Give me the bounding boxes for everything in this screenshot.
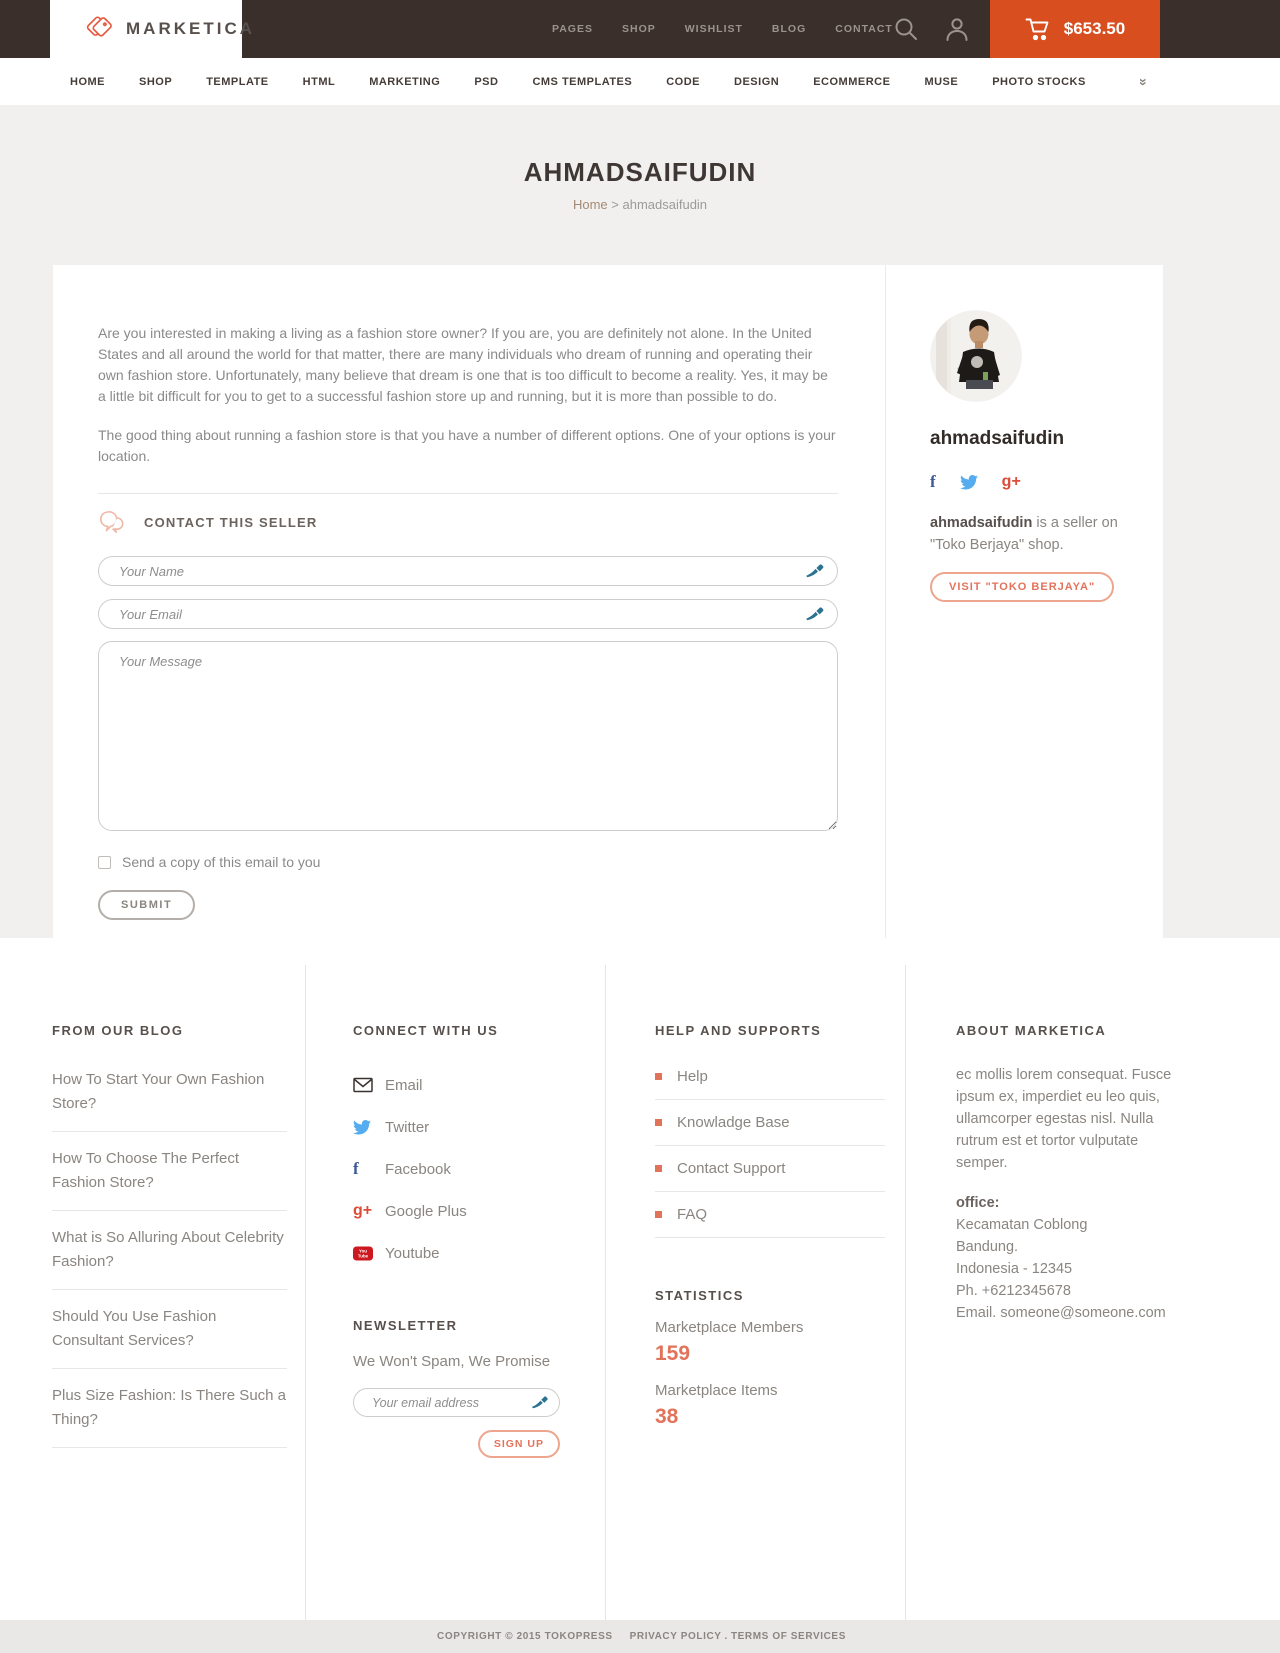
blog-list-item	[52, 1290, 287, 1369]
blog-heading: FROM OUR BLOG	[52, 1023, 184, 1038]
top-nav-blog[interactable]: BLOG	[771, 23, 807, 35]
top-nav-wishlist[interactable]: WISHLIST	[684, 23, 743, 35]
user-account-icon[interactable]	[944, 16, 970, 47]
cart-icon	[1025, 17, 1052, 42]
nav-item-ecommerce[interactable]: ECOMMERCE	[813, 75, 891, 88]
statistics-heading: STATISTICS	[655, 1288, 744, 1303]
square-bullet-icon	[655, 1211, 662, 1218]
pen-icon	[532, 1396, 548, 1414]
nav-item-design[interactable]: DESIGN	[734, 75, 780, 88]
footer	[0, 965, 1280, 1620]
top-nav-pages[interactable]: PAGES	[552, 23, 593, 35]
newsletter-tagline: We Won't Spam, We Promise	[353, 1353, 551, 1370]
pen-icon	[806, 607, 824, 626]
newsletter-heading: NEWSLETTER	[353, 1318, 458, 1333]
message-textarea[interactable]	[98, 641, 838, 831]
nav-item-shop[interactable]: SHOP	[139, 75, 173, 88]
stat-value: 159	[655, 1342, 691, 1365]
footer-blog-column	[0, 965, 305, 1620]
help-item-contact-support[interactable]: Contact Support	[655, 1146, 885, 1192]
connect-item-email[interactable]: Email	[353, 1064, 585, 1106]
blog-link[interactable]: Should You Use Fashion Consultant Services?	[52, 1308, 217, 1349]
blog-link[interactable]: What is So Alluring About Celebrity Fashion?	[52, 1229, 284, 1270]
terms-link[interactable]: TERMS OF SERVICES	[730, 1631, 846, 1642]
section-divider	[98, 493, 838, 494]
signup-button[interactable]: SIGN UP	[478, 1430, 560, 1458]
blog-link[interactable]: How To Start Your Own Fashion Store?	[52, 1071, 265, 1112]
name-input[interactable]	[98, 556, 838, 586]
cart-button[interactable]	[990, 0, 1160, 58]
main-nav	[0, 58, 1280, 105]
card-vertical-divider	[885, 265, 886, 938]
chevron-down-double-icon[interactable]: »	[1136, 77, 1153, 86]
top-nav-contact[interactable]: CONTACT	[835, 23, 893, 35]
pen-icon	[806, 564, 824, 583]
seller-sidebar	[930, 310, 1140, 602]
breadcrumb	[0, 197, 1280, 212]
top-nav-shop[interactable]: SHOP	[621, 23, 656, 35]
nav-item-code[interactable]: CODE	[666, 75, 701, 88]
about-text: ec mollis lorem consequat. Fusce ipsum ex, imperdiet eu leo quis, ullamcorper egestas nisl. Nulla rutrum est et tortor vulputate semper.	[956, 1067, 1172, 1171]
nav-item-template[interactable]: TEMPLATE	[206, 75, 269, 88]
content-card	[53, 265, 1163, 938]
breadcrumb-separator: >	[611, 197, 619, 212]
title-block	[0, 105, 1280, 265]
office-address-line: Indonesia - 12345	[956, 1261, 1073, 1277]
twitter-icon	[353, 1120, 385, 1135]
office-address-line: Kecamatan Coblong	[956, 1217, 1088, 1233]
facebook-icon[interactable]: f	[930, 472, 936, 491]
youtube-icon	[353, 1246, 385, 1261]
nav-item-psd[interactable]: PSD	[474, 75, 499, 88]
stat-label: Marketplace Members	[655, 1319, 804, 1336]
seller-description-rest: is a seller on "Toko Berjaya" shop.	[930, 515, 1118, 553]
connect-heading: CONNECT WITH US	[353, 1023, 499, 1038]
blog-list-item	[52, 1132, 287, 1211]
facebook-icon: f	[353, 1159, 359, 1178]
tag-logo-icon	[84, 14, 114, 44]
breadcrumb-home-link[interactable]: Home	[572, 197, 608, 212]
stat-value: 38	[655, 1405, 679, 1428]
copyright-text: COPYRIGHT © 2015 TOKOPRESS	[437, 1631, 613, 1642]
seller-avatar	[930, 310, 1022, 402]
connect-item-twitter[interactable]: Twitter	[353, 1106, 585, 1148]
seller-description-column	[98, 323, 838, 920]
connect-item-google-plus[interactable]: g+ Google Plus	[353, 1202, 467, 1220]
square-bullet-icon	[655, 1165, 662, 1172]
help-item-knowledge-base[interactable]: Knowladge Base	[655, 1100, 885, 1146]
newsletter-email-input[interactable]	[353, 1388, 560, 1417]
intro-paragraph-2: The good thing about running a fashion store is that you have a number of different options. One of your options is your location.	[98, 427, 836, 464]
square-bullet-icon	[655, 1119, 662, 1126]
google-plus-icon[interactable]: g+	[1001, 473, 1021, 490]
page-title: AHMADSAIFUDIN	[523, 157, 757, 187]
logo[interactable]	[50, 0, 255, 58]
contact-seller-heading: CONTACT THIS SELLER	[144, 514, 318, 530]
bottom-bar	[0, 1620, 1280, 1653]
nav-item-html[interactable]: HTML	[302, 75, 336, 88]
top-header	[0, 0, 1280, 58]
cart-total: $653.50	[1063, 19, 1126, 38]
intro-paragraph-1: Are you interested in making a living as a fashion store owner? If you are, you are definitely not alone. In the United States and all around the world for that matter, there are many individuals who dream of running and operating their own fashion store. Unfortunately, many believe that dream is one that is too difficult to become a reality. Yes, it may be a little bit difficult for you to get to a successful fashion store up and running, but it is more than possible to do.	[98, 325, 828, 404]
newsletter-section	[353, 1318, 585, 1458]
footer-help-column	[605, 965, 905, 1620]
about-heading: ABOUT MARKETICA	[956, 1023, 1107, 1038]
help-heading: HELP AND SUPPORTS	[655, 1023, 822, 1038]
blog-link[interactable]: How To Choose The Perfect Fashion Store?	[52, 1150, 240, 1191]
email-icon	[353, 1077, 385, 1093]
page-background	[0, 105, 1280, 938]
logo-text: MARKETICA	[126, 19, 255, 38]
privacy-policy-link[interactable]: PRIVACY POLICY	[629, 1631, 722, 1642]
footer-about-column	[905, 965, 1280, 1620]
connect-item-youtube[interactable]: You Tube Youtube	[353, 1232, 585, 1274]
footer-connect-column	[305, 965, 605, 1620]
google-plus-icon: g+	[353, 1202, 373, 1219]
seller-name: ahmadsaifudin	[930, 428, 1065, 449]
submit-button[interactable]: SUBMIT	[98, 890, 195, 920]
nav-item-photo-stocks[interactable]: PHOTO STOCKS	[992, 75, 1086, 88]
email-input[interactable]	[98, 599, 838, 629]
visit-shop-button[interactable]: VISIT "TOKO BERJAYA"	[930, 572, 1114, 602]
square-bullet-icon	[655, 1073, 662, 1080]
blog-link[interactable]: Plus Size Fashion: Is There Such a Thing?	[52, 1387, 287, 1428]
help-item-faq[interactable]: FAQ	[655, 1192, 885, 1238]
seller-description-name: ahmadsaifudin	[930, 515, 1033, 531]
nav-item-marketing[interactable]: MARKETING	[369, 75, 441, 88]
send-copy-label: Send a copy of this email to you	[122, 854, 321, 870]
blog-list-item	[52, 1369, 287, 1448]
top-nav	[552, 0, 893, 58]
blog-list-item	[52, 1064, 287, 1132]
nav-item-muse[interactable]: MUSE	[924, 75, 959, 88]
link-separator: .	[724, 1631, 728, 1642]
office-label: office:	[956, 1195, 1000, 1211]
help-item-help[interactable]: Help	[655, 1064, 885, 1100]
blog-list-item	[52, 1211, 287, 1290]
nav-item-cms-templates[interactable]: CMS TEMPLATES	[532, 75, 633, 88]
office-address-line: Email. someone@someone.com	[956, 1305, 1166, 1321]
send-copy-checkbox[interactable]	[98, 856, 111, 869]
nav-item-home[interactable]: HOME	[70, 75, 105, 88]
office-address-line: Ph. +6212345678	[956, 1283, 1071, 1299]
svg-text:Tube: Tube	[357, 1253, 369, 1259]
connect-item-facebook[interactable]: f Facebook	[353, 1159, 451, 1178]
search-icon[interactable]	[893, 16, 919, 47]
seller-social-row	[930, 472, 1140, 492]
stat-label: Marketplace Items	[655, 1382, 778, 1399]
twitter-icon[interactable]	[960, 475, 978, 490]
svg-text:You: You	[359, 1247, 367, 1253]
statistics-section	[655, 1288, 885, 1429]
seller-description	[930, 512, 1140, 556]
office-block	[956, 1192, 1191, 1324]
chat-bubbles-icon	[98, 510, 126, 534]
office-address-line: Bandung.	[956, 1239, 1019, 1255]
breadcrumb-current: ahmadsaifudin	[622, 197, 708, 212]
